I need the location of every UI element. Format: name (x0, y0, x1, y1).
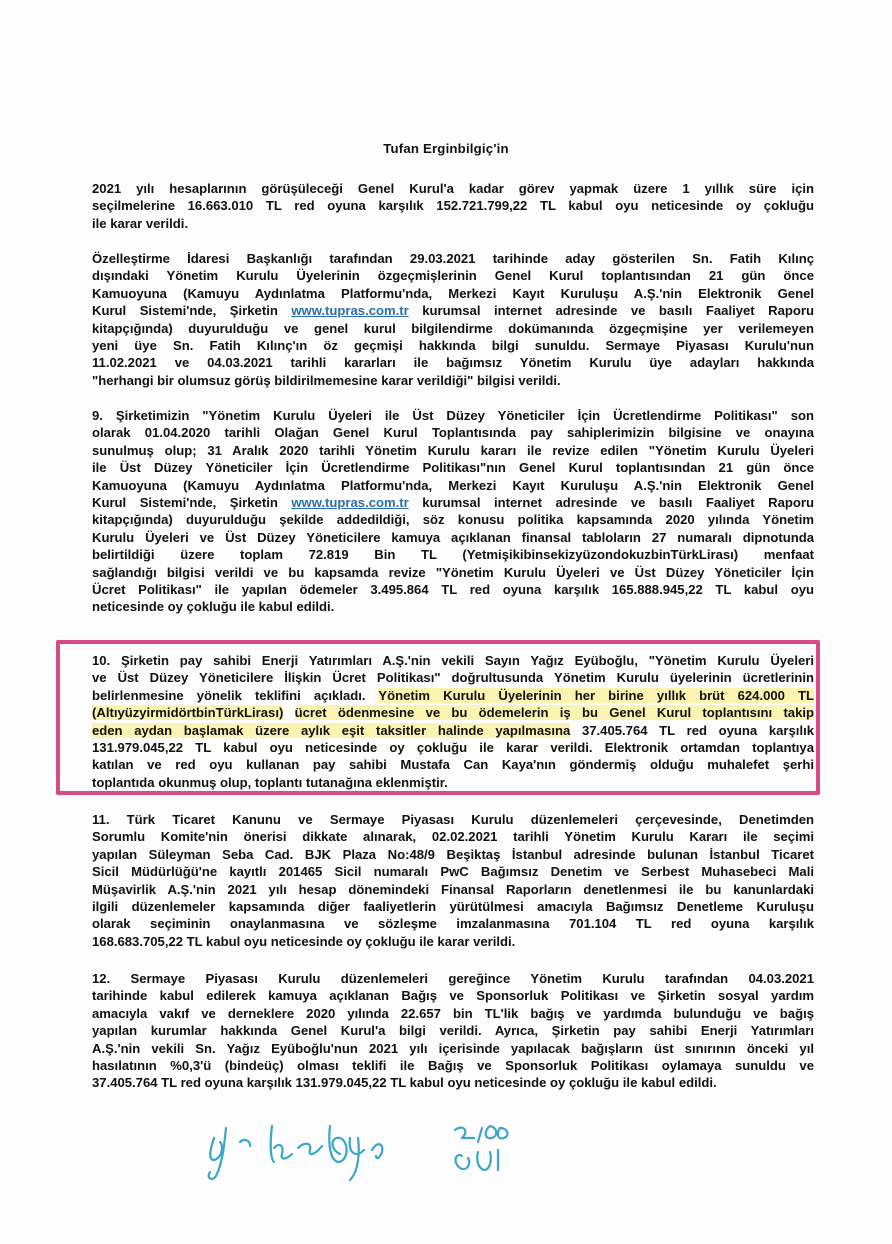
text-line: 10. Şirketin pay sahibi Enerji Yatırımları A.Ş.'nin vekili Sayın Yağız Eyüboğlu, "Yönetim Kurulu Üyeleri (92, 653, 814, 668)
text-line: ile Üst Düzey Yöneticiler İçin Ücretlendirme Politikası"nın Genel Kurul toplantısından 21 gün önce (92, 460, 814, 476)
text-line: sağlandığı bilgisi verildi ve bu kapsamda revize "Yönetim Kurulu Üyeleri ve Üst Düzey Yöneticiler İçin (92, 564, 814, 580)
text-line: neticesinde oy çokluğu ile kabul edildi. (92, 599, 335, 615)
text-line: 12. Sermaye Piyasası Kurulu düzenlemeleri gereğince Yönetim Kurulu tarafından 04.03.2021 (92, 971, 814, 986)
website-link[interactable]: www.tupras.com.tr (291, 495, 409, 511)
text-line: kitapçığında) duyurulduğu ve genel kurul bilgilendirme dokümanında özgeçmişine yer verilemeyen (92, 320, 814, 336)
paragraph-item-9 (92, 407, 814, 616)
text-line: hasılatının %0,3'ü (bindeüç) olması teklifi ile Bağış ve Sponsorluk Politikası oylamaya sunuldu ve (92, 1058, 814, 1074)
text-line: Özelleştirme İdaresi Başkanlığı tarafından 29.03.2021 tarihinde aday gösterilen Sn. Fatih Kılınç (92, 251, 814, 266)
text-line: seçilmelerine 16.663.010 TL red oyuna karşılık 152.721.799,22 TL kabul oyu neticesinde oy çokluğu (92, 198, 814, 214)
text-line (92, 687, 814, 704)
text-line: tarihinde kabul edilerek kamuya açıklanan Bağış ve Sponsorluk Politikası ve Şirketin sosyal yardım (92, 988, 814, 1004)
text-line: 2021 yılı hesaplarının görüşüleceği Genel Kurul'a kadar görev yapmak üzere 1 yıllık süre için (92, 181, 814, 196)
text-line (92, 722, 814, 739)
text-line: 9. Şirketimizin "Yönetim Kurulu Üyeleri ile Üst Düzey Yöneticiler İçin Ücretlendirme Politikası" son (92, 408, 814, 423)
website-link[interactable]: www.tupras.com.tr (291, 303, 409, 319)
text-line: kitapçığında) duyurulduğu şekilde addedildiği, söz konusu politika kapsamında 2020 yılında Yönetim (92, 512, 814, 528)
text-line (92, 704, 814, 721)
text-line: ve Üst Düzey Yöneticilere İlişkin Ücret Politikası" doğrultusunda Yönetim Kurulu üyelerinin ücretlerinin (92, 670, 814, 686)
page-title: Tufan Erginbilgiç'in (383, 141, 509, 156)
handwritten-signatures (200, 1098, 540, 1188)
highlighted-text: (AltıyüzyirmidörtbinTürkLirası) (92, 705, 284, 721)
text-line: amacıyla vakıf ve derneklere 2020 yılında 22.657 bin TL'lik bağış ve yardımda bulunduğu ve bağış (92, 1005, 814, 1021)
text-segment: Kurul Sistemi'nde, Şirketin (92, 303, 278, 319)
text-line (92, 302, 814, 319)
paragraph-1 (92, 180, 814, 232)
text-line: yeni üye Sn. Fatih Kılınç'ın öz geçmişi hakkında bilgi sunuldu. Sermaye Piyasası Kurulu'nun (92, 338, 814, 354)
text-line: toplantıda okunmuş olup, toplantı tutanağına eklenmiştir. (92, 774, 448, 790)
text-line: 11. Türk Ticaret Kanunu ve Sermaye Piyasası Kurulu düzenlemeleri çerçevesinde, Denetimden (92, 812, 814, 827)
text-segment: Kurul Sistemi'nde, Şirketin (92, 495, 278, 511)
paragraph-2 (92, 250, 814, 389)
text-segment: 37.405.764 TL red oyuna karşılık (581, 722, 815, 738)
text-line: 11.02.2021 ve 04.03.2021 tarihli kararları ile bağımsız Yönetim Kurulu üye adayları hakkında (92, 355, 814, 371)
text-line: Sicil Müdürlüğü'ne kayıtlı 201465 Sicil numaralı PwC Bağımsız Denetim ve Serbest Muhasebeci Mali (92, 864, 814, 880)
paragraph-item-12 (92, 970, 814, 1092)
highlighted-text: ücret ödenmesine ve bu ödemelerin iş bu Genel Kurul toplantısını takip (294, 705, 815, 721)
text-line: Sorumlu Komite'nin önerisi dikkate alınarak, 02.02.2021 tarihli Yönetim Kurulu Kararı ile seçimi (92, 829, 814, 845)
text-line: Kamuoyuna (Kamuyu Aydınlatma Platformu'nda, Merkezi Kayıt Kuruluşu A.Ş.'nin Elektronik Genel (92, 477, 814, 493)
text-line: 37.405.764 TL red oyuna karşılık 131.979.045,22 TL kabul oyu neticesinde oy çokluğu ile kabul edildi. (92, 1075, 717, 1091)
text-line: Ücret Politikası" ile yapılan ödemeler 3.495.864 TL red oyuna karşılık 165.888.945,22 TL kabul oyu (92, 582, 814, 598)
text-line: Kamuoyuna (Kamuyu Aydınlatma Platformu'nda, Merkezi Kayıt Kuruluşu A.Ş.'nin Elektronik Genel (92, 285, 814, 301)
text-segment: kurumsal internet adresinde ve basılı Faaliyet Raporu (422, 303, 814, 319)
highlighted-text: Yönetim Kurulu Üyelerinin her birine yıllık brüt 624.000 TL (378, 687, 815, 703)
highlighted-text: eden aydan başlamak üzere aylık eşit taksitler halinde yapılmasına (92, 722, 571, 738)
text-line (92, 494, 814, 511)
text-line: olarak seçiminin onaylanmasına ve sözleşme imzalanmasına 701.104 TL red oyuna karşılık (92, 916, 814, 932)
text-line: olarak 01.04.2020 tarihli Olağan Genel Kurul Toplantısında pay sahiplerimizin bilgisine ve onayına (92, 425, 814, 441)
text-line: katılan ve red oyu kullanan pay sahibi Mustafa Can Kaya'nın göndermiş olduğu muhalefet şerhi (92, 757, 814, 773)
text-segment: belirlenmesine yönelik teklifini açıkladı. (92, 687, 366, 703)
text-line: Kurulu Üyeleri ve Üst Düzey Yöneticilere kamuya açıklanan finansal tabloların 27 numaralı dipnotunda (92, 529, 814, 545)
paragraph-item-10 (92, 652, 814, 791)
text-line: Müşavirlik A.Ş.'nin 2021 yılı hesap dönemindeki Finansal Raporların denetlenmesi ile bu kanunlardaki (92, 881, 814, 897)
text-line: 131.979.045,22 TL kabul oyu neticesinde oy çokluğu ile karar verildi. Elektronik ortamdan toplantıya (92, 740, 814, 756)
text-line: 168.683.705,22 TL kabul oyu neticesinde oy çokluğu ile karar verildi. (92, 933, 516, 949)
text-line: A.Ş.'nin vekili Sn. Yağız Eyüboğlu'nun 2021 yılı içerisinde yapılacak bağışların üst sınırının önceki yıl (92, 1040, 814, 1056)
text-line: yapılan kurumlar hakkında Genel Kurul'a bilgi verildi. Ayrıca, Şirketin pay sahibi Enerji Yatırımları (92, 1023, 814, 1039)
text-line: sunulmuş olup; 31 Aralık 2020 tarihli Yönetim Kurulu kararı ile revize edilen "Yönetim Kurulu Üyeleri (92, 442, 814, 458)
paragraph-item-11 (92, 811, 814, 950)
text-line: ilgili düzenlemeler kapsamında diğer faaliyetlerin yürütülmesi amacıyla Bağımsız Denetleme Kuruluşu (92, 899, 814, 915)
text-segment: kurumsal internet adresinde ve basılı Faaliyet Raporu (422, 495, 814, 511)
text-line: belirtildiği üzere toplam 72.819 Bin TL (YetmişikibinsekizyüzondokuzbinTürkLirası) menfaat (92, 547, 814, 563)
text-line: dışındaki Yönetim Kurulu Üyelerinin özgeçmişlerinin Genel Kurul toplantısından 21 gün önce (92, 268, 814, 284)
text-line: yapılan Süleyman Seba Cad. BJK Plaza No:48/9 Beşiktaş İstanbul adresinde bulunan İstanbul Ticaret (92, 846, 814, 862)
text-line: "herhangi bir olumsuz görüş bildirilmemesine karar verildiği" bilgisi verildi. (92, 372, 561, 388)
text-line: ile karar verildi. (92, 215, 189, 231)
